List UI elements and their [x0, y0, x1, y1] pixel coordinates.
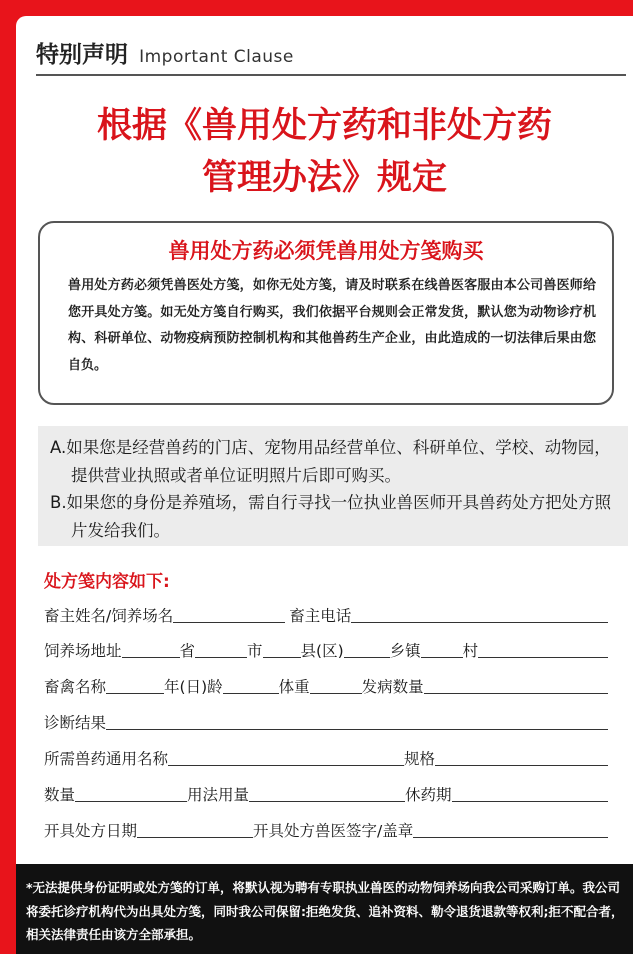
- prescription-notice-box: [38, 221, 614, 405]
- village-label: 村: [462, 642, 479, 660]
- dosage-label: 用法用量: [187, 786, 250, 804]
- condition-b: B.如果您的身份是养殖场，需自行寻找一位执业兽医师开具兽药处方把处方照片发给我们。: [50, 493, 612, 540]
- drug-name-field[interactable]: [168, 745, 404, 766]
- issue-date-field[interactable]: [137, 817, 253, 838]
- quantity-field[interactable]: [75, 781, 187, 802]
- weight-label: 体重: [278, 678, 310, 696]
- headline-line-2: 管理办法》规定: [201, 158, 447, 198]
- farm-address-label: 饲养场地址: [44, 642, 122, 660]
- form-row-signature: [44, 811, 608, 841]
- sick-count-field[interactable]: [424, 673, 608, 694]
- notice-title: 兽用处方药必须凭兽用处方笺购买: [168, 239, 484, 263]
- withdrawal-label: 休药期: [405, 786, 452, 804]
- form-row-dosage: [44, 775, 608, 805]
- clause-header: [36, 36, 626, 76]
- animal-name-label: 畜禽名称: [44, 678, 107, 696]
- form-row-owner: [44, 596, 608, 626]
- withdrawal-field[interactable]: [452, 781, 608, 802]
- diagnosis-label: 诊断结果: [44, 714, 107, 732]
- footer-disclaimer: [16, 864, 633, 954]
- owner-phone-label: 畜主电话: [289, 607, 352, 625]
- form-row-address: [44, 631, 608, 661]
- town-label: 乡镇: [389, 642, 421, 660]
- animal-name-field[interactable]: [106, 673, 164, 694]
- quantity-label: 数量: [44, 786, 76, 804]
- clause-card: [16, 16, 633, 954]
- town-field[interactable]: [344, 637, 390, 658]
- city-field[interactable]: [195, 637, 247, 658]
- county-field[interactable]: [263, 637, 301, 658]
- condition-a: A.如果您是经营兽药的门店、宠物用品经营单位、科研单位、学校、动物园，提供营业执照或者单位证明照片后即可购买。: [50, 438, 611, 485]
- province-field[interactable]: [122, 637, 180, 658]
- form-row-drug: [44, 739, 608, 769]
- city-label: 市: [247, 642, 263, 660]
- owner-name-field[interactable]: [173, 602, 285, 623]
- sick-count-label: 发病数量: [361, 678, 424, 696]
- drug-name-label: 所需兽药通用名称: [44, 750, 169, 768]
- notice-body: 兽用处方药必须凭兽医处方笺，如你无处方笺，请及时联系在线兽医客服由本公司兽医师给您开具处方笺。如无处方笺自行购买，我们依据平台规则会正常发货，默认您为动物诊疗机构、科研单位、动物疫病预防控制机构和其他兽药生产企业，由此造成的一切法律后果由您自负。: [68, 278, 596, 373]
- age-field[interactable]: [223, 673, 279, 694]
- header-title-cn: 特别声明: [36, 42, 128, 68]
- county-label: 县(区): [300, 642, 344, 660]
- prescription-form-title: 处方笺内容如下:: [44, 572, 170, 592]
- vet-signature-label: 开具处方兽医签字/盖章: [253, 822, 414, 840]
- footer-disclaimer-text: *无法提供身份证明或处方笺的订单，将默认视为聘有专职执业兽医的动物饲养场向我公司采购订单。我公司将委托诊疗机构代为出具处方笺，同时我公司保留:拒绝发货、追补资料、勒令退货退款等权利;拒不配合者，相关法律责任由该方全部承担。: [26, 880, 624, 942]
- purchase-conditions: [38, 426, 628, 546]
- dosage-field[interactable]: [249, 781, 405, 802]
- owner-name-label: 畜主姓名/饲养场名: [44, 607, 174, 625]
- spec-label: 规格: [404, 750, 436, 768]
- headline-line-1: 根据《兽用处方药和非处方药: [96, 106, 552, 146]
- form-row-animal: [44, 667, 608, 697]
- owner-phone-field[interactable]: [351, 602, 608, 623]
- form-row-diagnosis: [44, 703, 608, 733]
- regulation-headline: [16, 100, 633, 204]
- issue-date-label: 开具处方日期: [44, 822, 138, 840]
- spec-field[interactable]: [435, 745, 608, 766]
- age-label: 年(日)龄: [164, 678, 223, 696]
- diagnosis-field[interactable]: [106, 709, 608, 730]
- vet-signature-field[interactable]: [413, 817, 608, 838]
- province-label: 省: [179, 642, 196, 660]
- village-extra-field[interactable]: [478, 637, 608, 658]
- weight-field[interactable]: [310, 673, 362, 694]
- header-title-en: Important Clause: [139, 47, 294, 67]
- village-field[interactable]: [421, 637, 463, 658]
